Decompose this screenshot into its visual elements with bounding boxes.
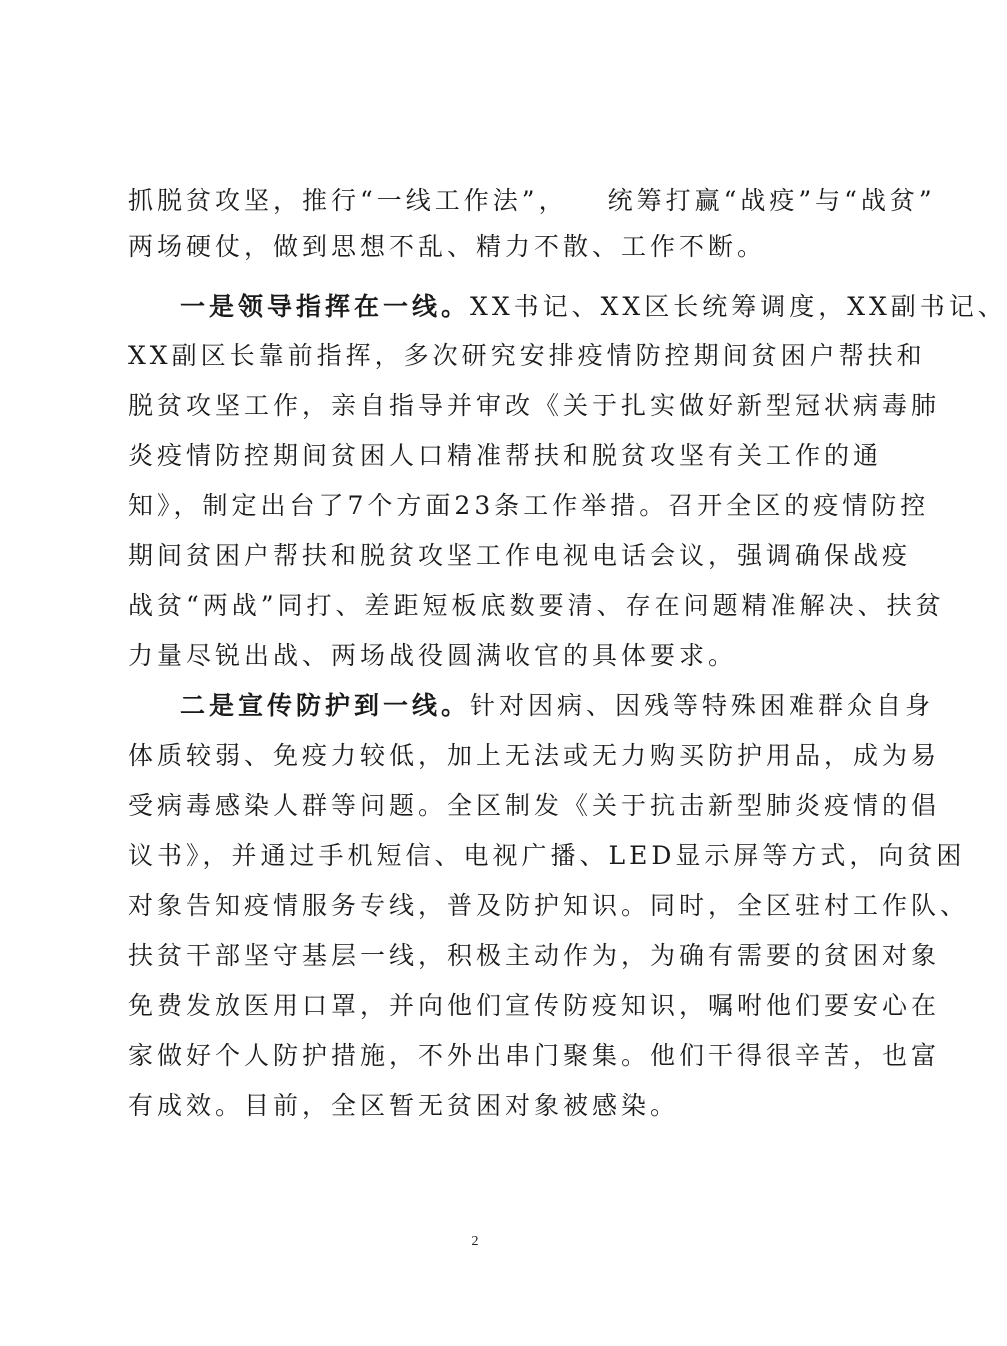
section2-line-5: 对象告知疫情服务专线，普及防护知识。同时，全区驻村工作队、 xyxy=(128,891,970,920)
section1-line-1 xyxy=(180,287,1007,327)
section1-line-1-text: XX书记、XX区长统筹调度，XX副书记、 xyxy=(470,292,1007,321)
intro-line-2: 两场硬仗，做到思想不乱、精力不散、工作不断。 xyxy=(128,232,767,261)
intro-line-1-part-a: 抓脱贫攻坚，推行“一线工作法”， xyxy=(128,186,568,215)
section1-line-8: 力量尽锐出战、两场战役圆满收官的具体要求。 xyxy=(128,641,738,670)
section2-line-8: 家做好个人防护措施，不外出串门聚集。他们干得很辛苦，也富 xyxy=(128,1041,941,1070)
page-number: 2 xyxy=(471,1234,479,1249)
section2-line-3: 受病毒感染人群等问题。全区制发《关于抗击新型肺炎疫情的倡 xyxy=(128,791,941,820)
section1-line-2: XX副区长靠前指挥，多次研究安排疫情防控期间贫困户帮扶和 xyxy=(128,341,926,370)
section1-line-3: 脱贫攻坚工作，亲自指导并审改《关于扎实做好新型冠状病毒肺 xyxy=(128,391,941,420)
intro-line-1-part-b: 统筹打赢“战疫”与“战贫” xyxy=(607,186,936,215)
section2-line-1 xyxy=(180,686,934,726)
section2-line-4: 议书》，并通过手机短信、电视广播、LED显示屏等方式，向贫困 xyxy=(128,841,966,870)
section1-line-7: 战贫“两战”同打、差距短板底数要清、存在问题精准解决、扶贫 xyxy=(128,591,945,620)
section1-line-6: 期间贫困户帮扶和脱贫攻坚工作电视电话会议，强调确保战疫 xyxy=(128,541,912,570)
section2-line-7: 免费发放医用口罩，并向他们宣传防疫知识，嘱咐他们要安心在 xyxy=(128,991,941,1020)
section1-line-4: 炎疫情防控期间贫困人口精准帮扶和脱贫攻坚有关工作的通 xyxy=(128,441,883,470)
section2-line-1-text: 针对因病、因残等特殊困难群众自身 xyxy=(470,691,935,720)
section1-lead: 一是领导指挥在一线。 xyxy=(180,292,471,321)
section2-line-9: 有成效。目前，全区暂无贫困对象被感染。 xyxy=(128,1091,680,1120)
section2-line-2: 体质较弱、免疫力较低，加上无法或无力购买防护用品，成为易 xyxy=(128,741,941,770)
section1-line-5: 知》，制定出台了7个方面23条工作举措。召开全区的疫情防控 xyxy=(128,491,930,520)
section2-lead: 二是宣传防护到一线。 xyxy=(180,691,471,720)
section2-line-6: 扶贫干部坚守基层一线，积极主动作为，为确有需要的贫困对象 xyxy=(128,941,941,970)
intro-line-1 xyxy=(128,181,936,221)
